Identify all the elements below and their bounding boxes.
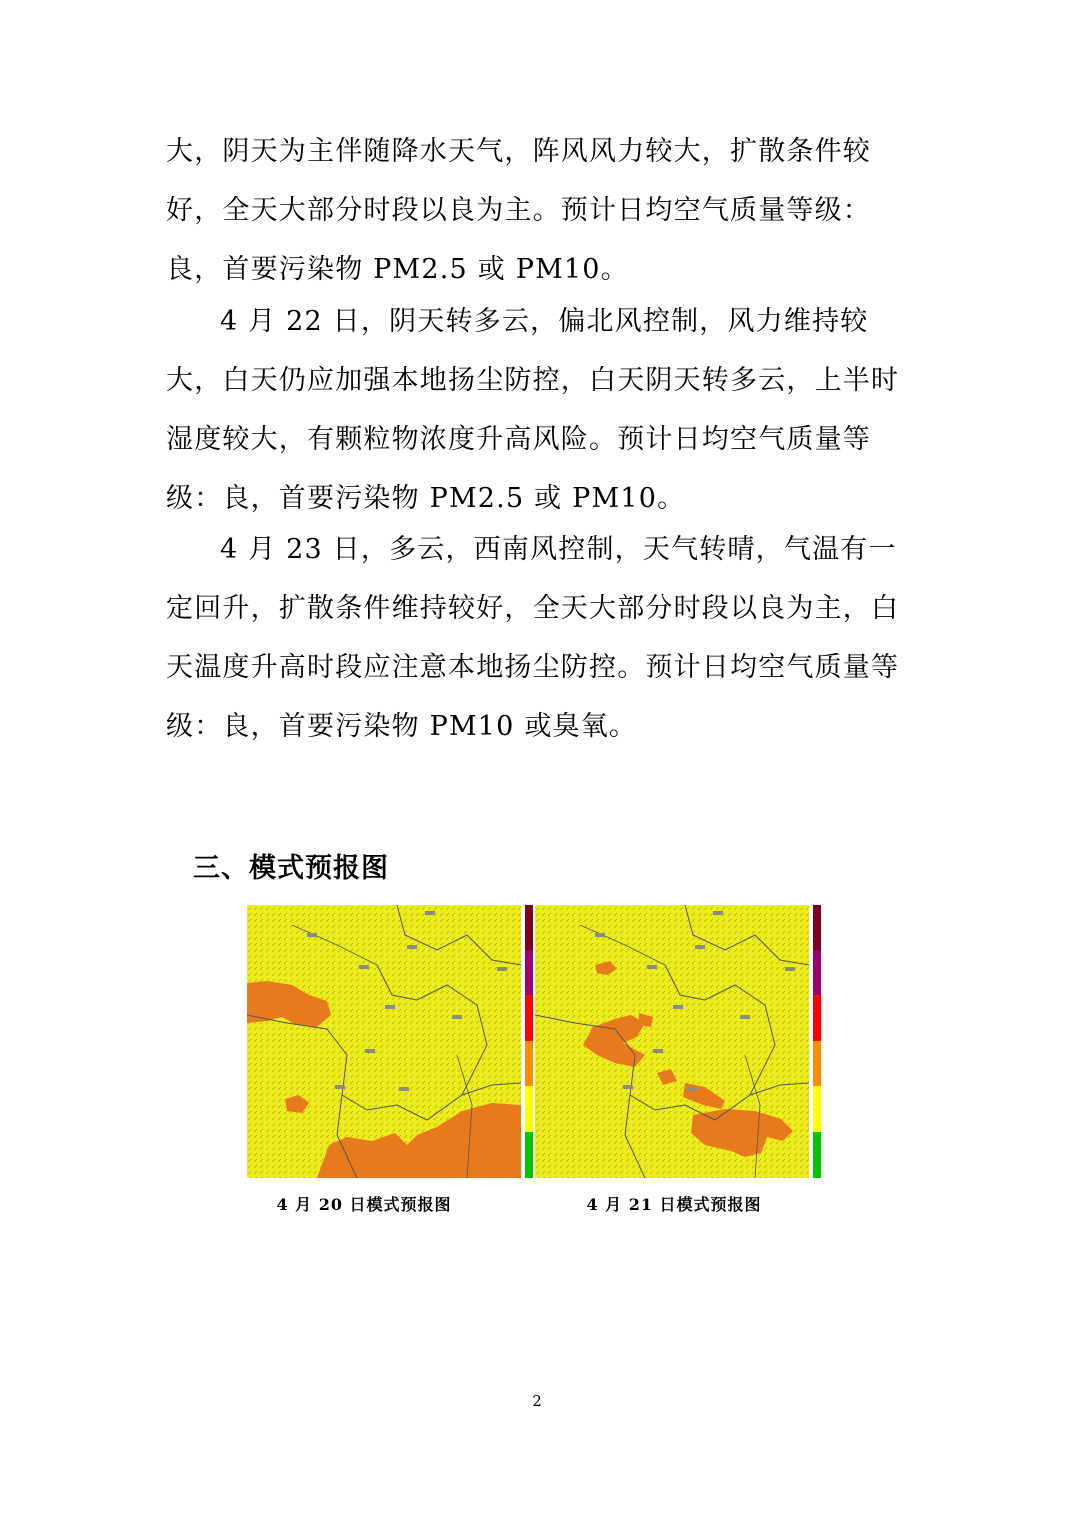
paragraph-april-22: 4 月 22 日，阴天转多云，偏北风控制，风力维持较大，白天仍应加强本地扬尘防控，白天阴天转多云，上半时湿度较大，有颗粒物浓度升高风险。预计日均空气质量等级：良，首要污染物 PM2.5 或 PM10。	[166, 306, 900, 514]
page-number: 2	[532, 1392, 542, 1410]
paragraph-april-23: 4 月 23 日，多云，西南风控制，天气转晴，气温有一定回升，扩散条件维持较好，全天大部分时段以良为主，白天温度升高时段应注意本地扬尘防控。预计日均空气质量等级：良，首要污染物 PM10 或臭氧。	[166, 534, 900, 742]
legend-bar	[525, 905, 533, 1178]
legend-bar	[813, 905, 821, 1178]
forecast-map-april-20	[247, 905, 535, 1178]
paragraph-continued: 大，阴天为主伴随降水天气，阵风风力较大，扩散条件较好，全天大部分时段以良为主。预计日均空气质量等级：良，首要污染物 PM2.5 或 PM10。	[166, 136, 871, 285]
forecast-map-april-21	[535, 905, 823, 1178]
section-heading: 三、模式预报图	[193, 853, 389, 884]
figure-caption-april-20: 4 月 20 日模式预报图	[276, 1195, 452, 1214]
figure-caption-april-21: 4 月 21 日模式预报图	[586, 1195, 762, 1214]
